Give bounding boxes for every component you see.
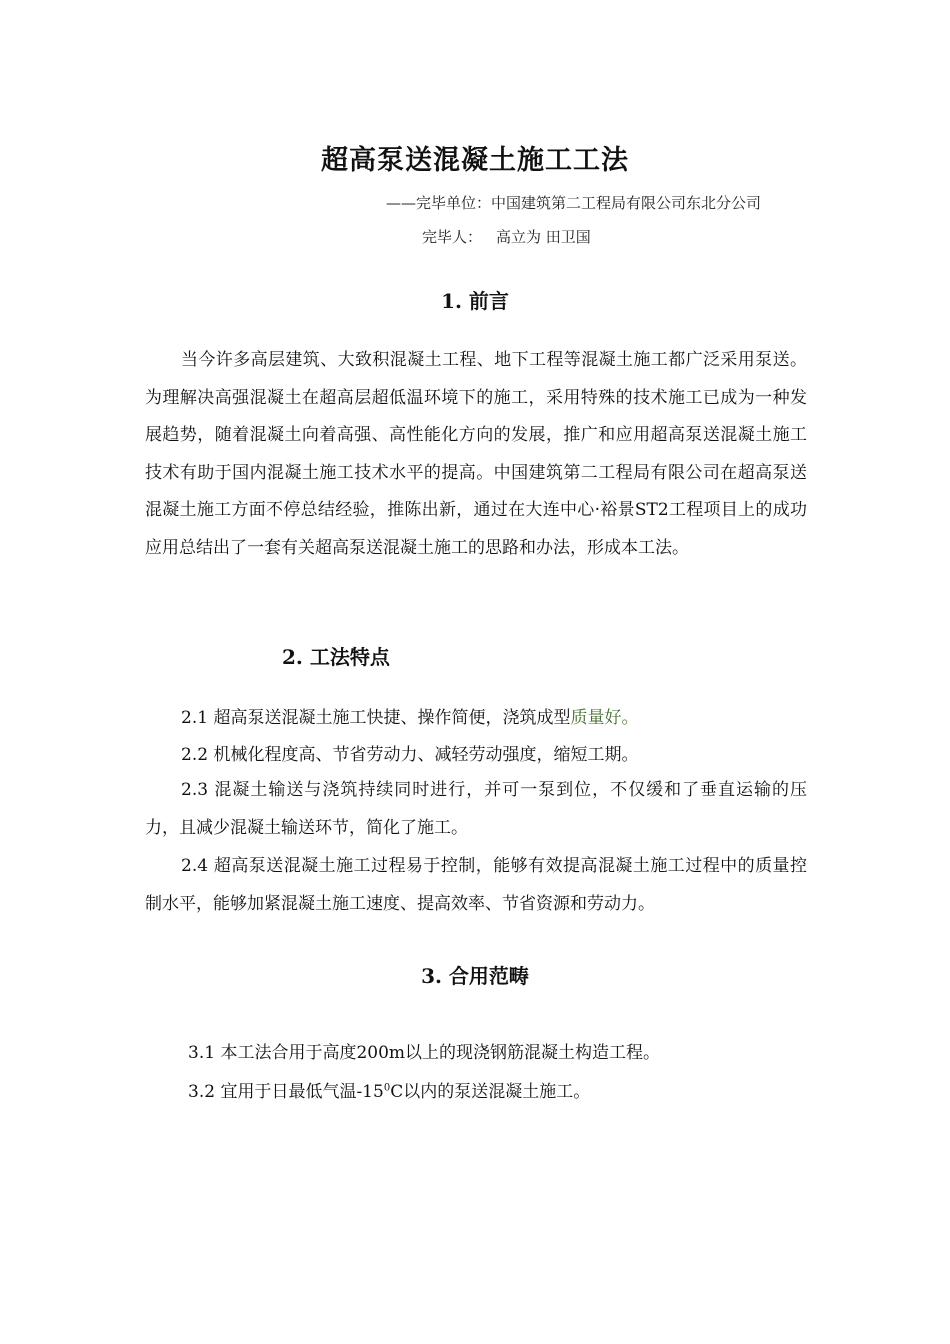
feature-item-2-3: 2.3 混凝土输送与浇筑持续同时进行，并可一泵到位，不仅缓和了垂直运输的压力，且减少混凝土输送环节，简化了施工。 [145,780,807,838]
author-label: 完毕人： [422,228,483,246]
feature-item-2-2: 2.2 机械化程度高、节省劳动力、减轻劳动强度，缩短工期。 [181,745,639,765]
section-heading-scope: 3. 合用范畴 [421,964,529,988]
completion-unit: ——完毕单位：中国建筑第二工程局有限公司东北分公司 [386,194,762,212]
feature-2-1-text: 2.1 超高泵送混凝土施工快捷、操作简便，浇筑成型 [181,708,571,728]
section-heading-features: 2. 工法特点 [282,645,390,669]
feature-item-2-1 [145,700,807,738]
scope-3-2-superscript: 0 [383,1082,391,1094]
feature-2-1-highlight: 质量好。 [570,708,639,728]
scope-item-3-2 [188,1077,590,1102]
scope-item-3-1: 3.1 本工法合用于高度200m以上的现浇钢筋混凝土构造工程。 [188,1043,661,1063]
author-names: 高立为 田卫国 [496,228,591,246]
scope-3-2-text-before: 3.2 宜用于日最低气温-15 [188,1082,384,1102]
section-heading-preface: 1. 前言 [441,289,509,313]
scope-3-2-text-after: C以内的泵送混凝土施工。 [390,1082,591,1102]
preface-paragraph: 当今许多高层建筑、大致积混凝土工程、地下工程等混凝土施工都广泛采用泵送。为理解决高强混凝土在超高层超低温环境下的施工，采用特殊的技术施工已成为一种发展趋势，随着混凝土向着高强、高性能化方向的发展，推广和应用超高泵送混凝土施工技术有助于国内混凝土施工技术水平的提高。中国建筑第二工程局有限公司在超高泵送混凝土施工方面不停总结经验，推陈出新，通过在大连中心·裕景ST2工程项目上的成功应用总结出了一套有关超高泵送混凝土施工的思路和办法，形成本工法。 [145,350,807,558]
document-title: 超高泵送混凝土施工工法 [321,145,629,176]
feature-item-2-4: 2.4 超高泵送混凝土施工过程易于控制，能够有效提高混凝土施工过程中的质量控制水平，能够加紧混凝土施工速度、提高效率、节省资源和劳动力。 [145,856,807,914]
completion-author [422,226,591,247]
